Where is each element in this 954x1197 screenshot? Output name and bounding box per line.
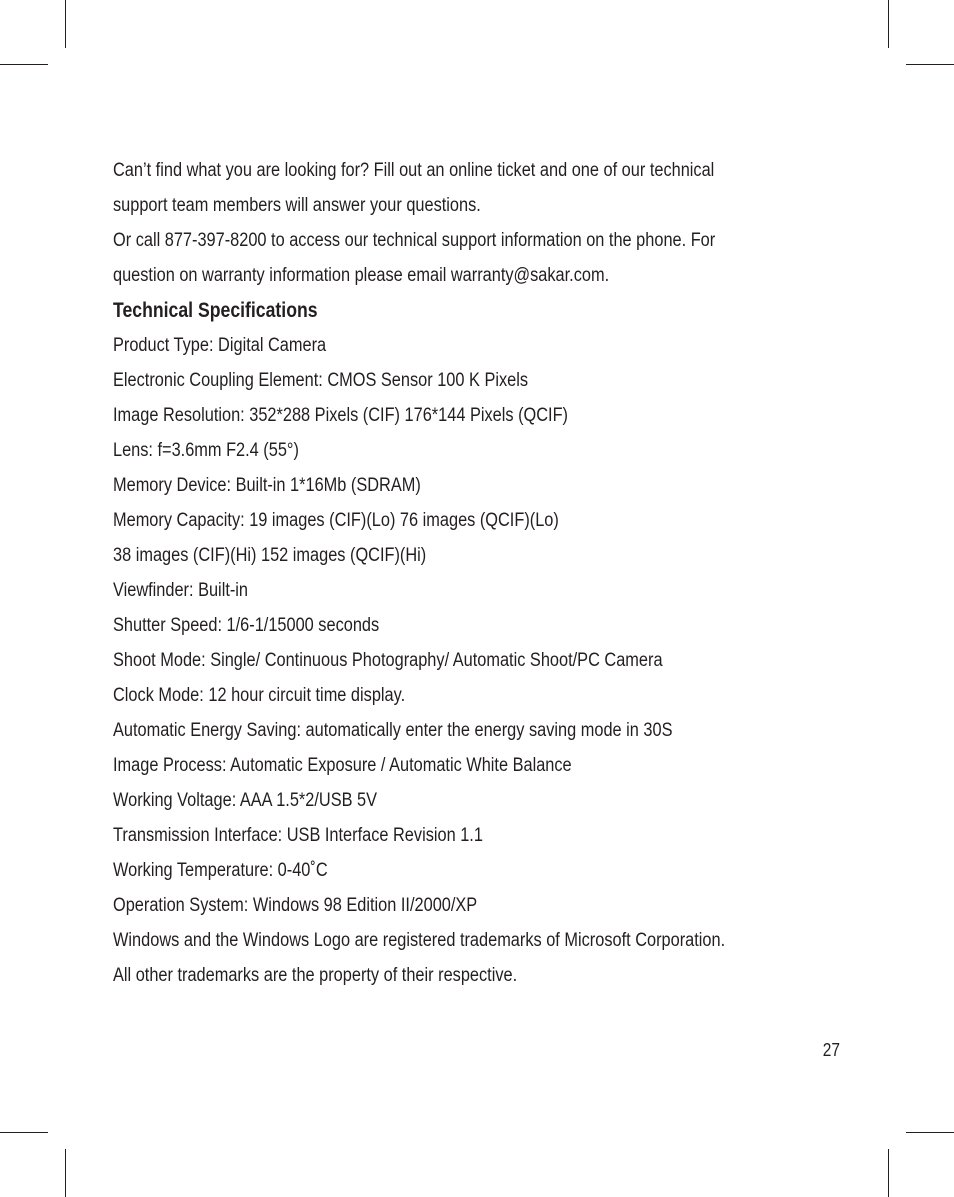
- spec-item: Shutter Speed: 1/6-1/15000 seconds: [113, 615, 380, 636]
- spec-item: 38 images (CIF)(Hi) 152 images (QCIF)(Hi): [113, 545, 427, 566]
- spec-item: Shoot Mode: Single/ Continuous Photography/ Automatic Shoot/PC Camera: [113, 650, 663, 671]
- spec-item: Image Resolution: 352*288 Pixels (CIF) 176*144 Pixels (QCIF): [113, 405, 569, 426]
- spec-item: Electronic Coupling Element: CMOS Sensor 100 K Pixels: [113, 370, 529, 391]
- specs-list: [113, 328, 873, 993]
- crop-mark: [888, 0, 889, 48]
- crop-mark: [65, 1149, 66, 1197]
- support-line: question on warranty information please email warranty@sakar.com.: [113, 265, 610, 286]
- spec-item: Automatic Energy Saving: automatically enter the energy saving mode in 30S: [113, 720, 673, 741]
- spec-item: Image Process: Automatic Exposure / Automatic White Balance: [113, 755, 572, 776]
- crop-mark: [906, 1132, 954, 1133]
- spec-item: Lens: f=3.6mm F2.4 (55°): [113, 440, 299, 461]
- spec-item: Product Type: Digital Camera: [113, 335, 327, 356]
- crop-mark: [888, 1149, 889, 1197]
- spec-item: Clock Mode: 12 hour circuit time display.: [113, 685, 406, 706]
- spec-item: All other trademarks are the property of their respective.: [113, 965, 518, 986]
- page-content: [113, 153, 873, 993]
- crop-mark: [0, 1132, 48, 1133]
- crop-mark: [906, 64, 954, 65]
- support-line: Or call 877-397-8200 to access our technical support information on the phone. For: [113, 230, 716, 251]
- spec-item: Working Voltage: AAA 1.5*2/USB 5V: [113, 790, 378, 811]
- support-line: Can’t find what you are looking for? Fill out an online ticket and one of our technical: [113, 160, 715, 181]
- spec-item: Memory Capacity: 19 images (CIF)(Lo) 76 images (QCIF)(Lo): [113, 510, 559, 531]
- spec-item: Working Temperature: 0-40˚C: [113, 860, 328, 881]
- specs-heading: Technical Specifications: [113, 299, 318, 322]
- crop-mark: [0, 64, 48, 65]
- spec-item: Windows and the Windows Logo are registered trademarks of Microsoft Corporation.: [113, 930, 726, 951]
- spec-item: Viewfinder: Built-in: [113, 580, 249, 601]
- spec-item: Transmission Interface: USB Interface Revision 1.1: [113, 825, 483, 846]
- support-paragraph: [113, 153, 873, 293]
- page-number: 27: [822, 1040, 840, 1060]
- spec-item: Memory Device: Built-in 1*16Mb (SDRAM): [113, 475, 421, 496]
- support-line: support team members will answer your questions.: [113, 195, 481, 216]
- crop-mark: [65, 0, 66, 48]
- spec-item: Operation System: Windows 98 Edition II/2000/XP: [113, 895, 478, 916]
